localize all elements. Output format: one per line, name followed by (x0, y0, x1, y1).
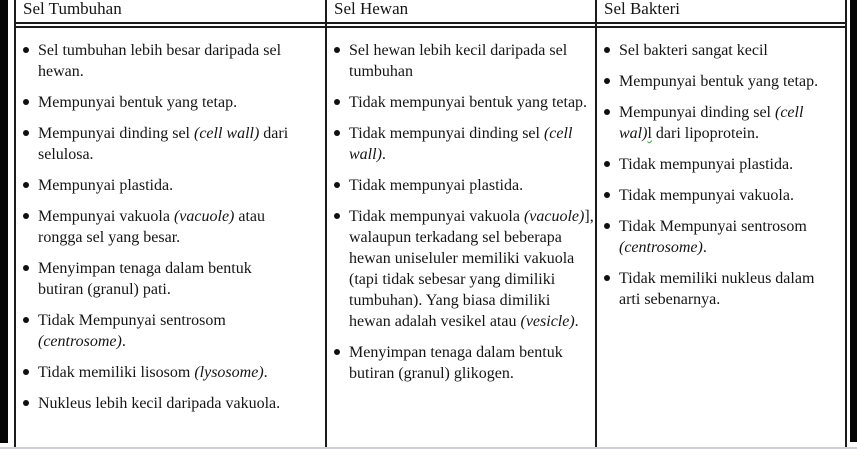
latin-term: (vacuole) (173, 208, 235, 225)
text-segment: Tidak mempunyai vakuola (349, 208, 524, 225)
latin-term: (lysosome) (194, 364, 264, 381)
text-segment: Tidak memiliki nukleus dalam arti sebenarnya. (619, 270, 815, 308)
bullet-icon (23, 99, 29, 105)
bullet-icon (23, 213, 29, 219)
column-sel-hewan (325, 0, 595, 449)
bullet-item (601, 40, 819, 61)
text-segment: Sel bakteri sangat kecil (619, 42, 768, 59)
bullet-list-sel-hewan (331, 40, 595, 384)
text-segment: Mempunyai plastida. (38, 177, 174, 194)
bullet-item (20, 123, 295, 165)
bullet-list-sel-bakteri (601, 40, 819, 310)
text-segment: dari selulosa. (38, 125, 289, 163)
text-segment: Tidak mempunyai dinding sel (349, 125, 544, 142)
text-segment: Mempunyai dinding sel (38, 125, 194, 142)
latin-term: (vacuole) (523, 208, 585, 225)
bullet-item (331, 92, 595, 113)
bullet-icon (604, 192, 610, 198)
bullet-icon (334, 349, 340, 355)
bullet-item (20, 175, 295, 196)
column-body-sel-hewan (327, 28, 595, 384)
column-body-sel-tumbuhan (16, 28, 325, 414)
bullet-item (20, 258, 295, 300)
text-segment: Tidak mempunyai plastida. (349, 177, 524, 194)
text-segment: Mempunyai dinding sel (619, 104, 775, 121)
latin-term: (vesicle) (520, 313, 575, 330)
bullet-item (20, 92, 295, 113)
text-segment: . (121, 333, 126, 350)
bullet-item (20, 206, 295, 248)
bullet-icon (604, 223, 610, 229)
text-segment: dari lipoprotein. (651, 125, 759, 142)
text-segment: Tidak Mempunyai sentrosom (619, 218, 807, 235)
bullet-item (331, 342, 595, 384)
bullet-icon (604, 161, 610, 167)
text-segment: Sel tumbuhan lebih besar daripada sel hewan. (38, 42, 282, 80)
bullet-item (601, 268, 819, 310)
text-segment: Tidak mempunyai vakuola. (619, 187, 794, 204)
latin-term: (centrosome) (619, 239, 703, 256)
bullet-list-sel-tumbuhan (20, 40, 295, 414)
latin-term: (cell wal) (619, 104, 804, 142)
text-segment: Mempunyai bentuk yang tetap. (619, 73, 819, 90)
text-segment: Mempunyai vakuola (38, 208, 174, 225)
bullet-icon (334, 130, 340, 136)
column-sel-tumbuhan (14, 0, 325, 449)
bullet-icon (23, 369, 29, 375)
text-segment: l (647, 125, 652, 142)
column-header-sel-bakteri: Sel Bakteri (597, 0, 845, 28)
bullet-item (331, 206, 595, 332)
bullet-item (331, 123, 595, 165)
left-crop-bar (0, 0, 8, 443)
bullet-item (601, 185, 819, 206)
text-segment: Menyimpan tenaga dalam bentuk butiran (granul) glikogen. (349, 344, 563, 382)
bullet-icon (23, 47, 29, 53)
text-segment: Sel hewan lebih kecil daripada sel tumbuhan (349, 42, 568, 80)
bullet-icon (604, 109, 610, 115)
text-segment: . (702, 239, 707, 256)
text-segment: ], walaupun terkadang sel beberapa hewan uniseluler memiliki vakuola (tapi tidak sebesar yang dimiliki tumbuhan). Yang biasa dimiliki hewan adalah vesikel atau (349, 208, 594, 330)
text-segment: Tidak memiliki lisosom (38, 364, 195, 381)
text-segment: Mempunyai bentuk yang tetap. (38, 94, 238, 111)
column-header-sel-hewan: Sel Hewan (327, 0, 595, 28)
text-segment: Tidak Mempunyai sentrosom (38, 312, 226, 329)
text-segment: Menyimpan tenaga dalam bentuk butiran (granul) pati. (38, 260, 252, 298)
text-segment: Nukleus lebih kecil daripada vakuola. (38, 395, 281, 412)
bullet-item (20, 362, 295, 383)
bullet-item (20, 40, 295, 82)
bullet-icon (23, 182, 29, 188)
bullet-icon (334, 182, 340, 188)
right-crop-bar (850, 0, 857, 442)
bullet-icon (23, 265, 29, 271)
bullet-item (601, 102, 819, 144)
column-header-sel-tumbuhan: Sel Tumbuhan (16, 0, 325, 28)
bullet-item (20, 310, 295, 352)
latin-term: (cell wall) (193, 125, 260, 142)
bullet-icon (604, 78, 610, 84)
column-sel-bakteri (595, 0, 847, 449)
bullet-icon (23, 317, 29, 323)
bullet-icon (604, 47, 610, 53)
bullet-icon (334, 99, 340, 105)
bullet-icon (23, 130, 29, 136)
text-segment: . (381, 146, 386, 163)
text-segment: . (574, 313, 579, 330)
bullet-icon (334, 213, 340, 219)
cell-comparison-table (14, 0, 847, 449)
bullet-icon (604, 275, 610, 281)
bullet-item (20, 393, 295, 414)
bullet-item (601, 71, 819, 92)
latin-term: (centrosome) (38, 333, 122, 350)
bullet-item (601, 216, 819, 258)
text-segment: Tidak mempunyai bentuk yang tetap. (349, 94, 588, 111)
bullet-item (331, 40, 595, 82)
text-segment: Tidak mempunyai plastida. (619, 156, 794, 173)
bullet-icon (334, 47, 340, 53)
text-segment: atau rongga sel yang besar. (38, 208, 266, 246)
column-body-sel-bakteri (597, 28, 845, 310)
bullet-item (601, 154, 819, 175)
bullet-icon (23, 400, 29, 406)
text-segment: . (263, 364, 268, 381)
bullet-item (331, 175, 595, 196)
latin-term: (cell wall) (349, 125, 573, 163)
